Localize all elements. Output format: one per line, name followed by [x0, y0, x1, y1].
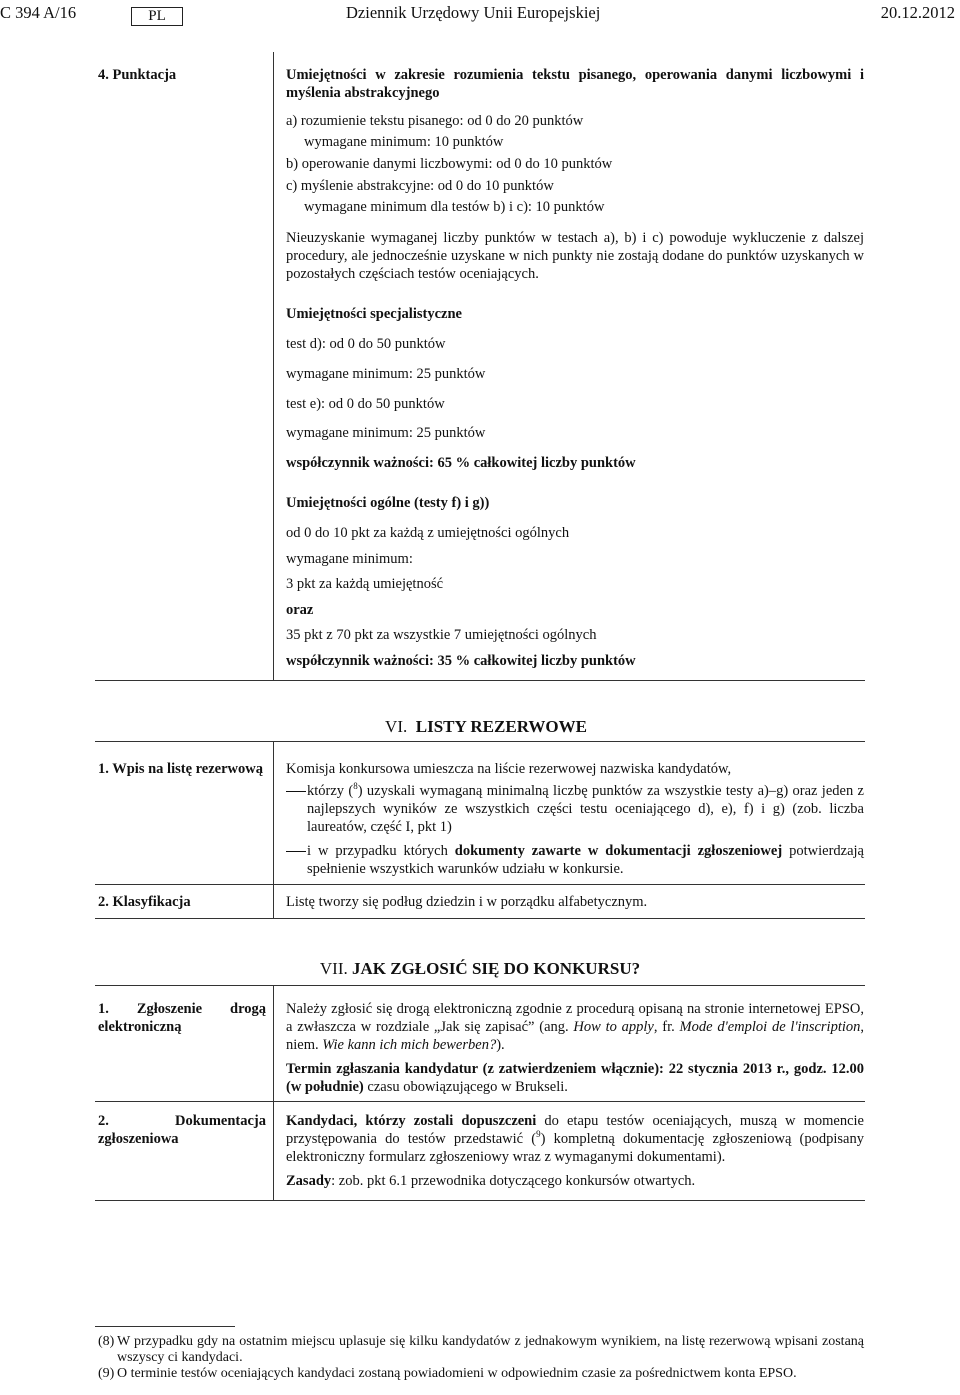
- s2-weight: współczynnik ważności: 65 % całkowitej liczby punktów: [286, 455, 636, 471]
- s2-test-d: test d): od 0 do 50 punktów: [286, 336, 446, 352]
- section-vii-title: JAK ZGŁOSIĆ SIĘ DO KONKURSU?: [351, 959, 641, 978]
- divider: [95, 680, 865, 681]
- divider: [95, 1101, 865, 1102]
- footnote-8-text: W przypadku gdy na ostatnim miejscu uplasuje się kilku kandydatów z jednakowym wynikiem, na listę rezerwową wpisani zostaną wszyscy ci kandydaci.: [117, 1334, 864, 1365]
- column-divider: [273, 741, 274, 918]
- s1-note: Nieuzyskanie wymaganej liczby punktów w testach a), b) i c) powoduje wykluczenie z dalszej procedury, ale jednocześnie uzyskane w nich punkty nie zostają dodane do punktów uzyskanych w pozostałych częściach testów oceniających.: [286, 230, 864, 282]
- reserve-dash-item-1-text: którzy ($^8$) uzyskali wymaganą minimalną liczbę punktów za wszystkie testy a)–g) oraz jeden z najlepszych wyników ze wszystkich części testu oceniającego d), e), f) i g) (zob. liczba laureatów, część I, pkt 1): [307, 781, 864, 835]
- section-vi-heading: [0, 718, 960, 736]
- divider: [95, 884, 865, 885]
- s1-item-b: b) operowanie danymi liczbowymi: od 0 do 10 punktów: [286, 156, 613, 172]
- divider: [95, 741, 865, 742]
- section-vii-heading: [0, 960, 960, 978]
- classification-label: 2. Klasyfikacja: [98, 894, 191, 910]
- s1-item-a: a) rozumienie tekstu pisanego: od 0 do 20 punktów: [286, 113, 584, 129]
- reserve-dash-item-1: [0, 781, 960, 835]
- scoring-label: 4. Punktacja: [98, 67, 177, 83]
- divider: [95, 1200, 865, 1201]
- s2-test-e: test e): od 0 do 50 punktów: [286, 396, 445, 412]
- s1-item-a-min: wymagane minimum: 10 punktów: [304, 134, 504, 150]
- s1-bc-min: wymagane minimum dla testów b) i c): 10 punktów: [304, 199, 605, 215]
- section-vi-title: LISTY REZERWOWE: [415, 717, 587, 736]
- language-badge: PL: [131, 7, 183, 26]
- s3-min: wymagane minimum:: [286, 551, 413, 567]
- dash-mark: [286, 791, 306, 792]
- s3-min-total: 35 pkt z 70 pkt za wszystkie 7 umiejętności ogólnych: [286, 627, 597, 643]
- column-divider: [273, 985, 274, 1200]
- s3-and: oraz: [286, 602, 314, 618]
- s3-title: Umiejętności ogólne (testy f) i g)): [286, 495, 490, 511]
- s1-title: Umiejętności w zakresie rozumienia tekstu pisanego, operowania danymi liczbowymi i myślenia abstrakcyjnego: [286, 67, 864, 101]
- divider: [95, 918, 865, 919]
- footnote-9-number: (9): [98, 1366, 115, 1381]
- divider: [95, 985, 865, 986]
- s2-title: Umiejętności specjalistyczne: [286, 306, 462, 322]
- issue-number: C 394 A/16: [0, 3, 77, 22]
- application-rules: Zasady: zob. pkt 6.1 przewodnika dotyczącego konkursów otwartych.: [286, 1173, 696, 1189]
- application-documents-label: 2. Dokumentacja zgłoszeniowa: [98, 1113, 266, 1147]
- s3-range: od 0 do 10 pkt za każdą z umiejętności ogólnych: [286, 525, 570, 541]
- s3-min-each: 3 pkt za każdą umiejętność: [286, 576, 444, 592]
- footnote-9-text: O terminie testów oceniających kandydaci zostaną powiadomieni w odpowiednim czasie za pośrednictwem konta EPSO.: [117, 1366, 797, 1381]
- s2-test-e-min: wymagane minimum: 25 punktów: [286, 425, 486, 441]
- s2-test-d-min: wymagane minimum: 25 punktów: [286, 366, 486, 382]
- reserve-list-intro: Komisja konkursowa umieszcza na liście rezerwowej nazwiska kandydatów,: [286, 761, 732, 777]
- footnote-8-number: (8): [98, 1334, 115, 1349]
- s1-item-c: c) myślenie abstrakcyjne: od 0 do 10 punktów: [286, 178, 554, 194]
- section-vi-number: VI.: [385, 717, 408, 736]
- issue-date: 20.12.2012: [880, 3, 955, 22]
- application-documents-text: Kandydaci, którzy zostali dopuszczeni do etapu testów oceniających, muszą w momencie przystępowania do testów przedstawić ($^9$) kompletną dokumentację zgłoszeniową (podpisany elektroniczny formularz zgłoszeniowy wraz z wymaganymi dokumentami).: [286, 1113, 864, 1165]
- s3-weight: współczynnik ważności: 35 % całkowitej liczby punktów: [286, 653, 636, 669]
- footnote-separator: [95, 1326, 235, 1327]
- electronic-application-text: Należy zgłosić się drogą elektroniczną zgodnie z procedurą opisaną na stronie internetowej EPSO, a zwłaszcza w rozdziale „Jak się zapisać” (ang. How to apply, fr. Mode d'emploi de l'inscription, niem. Wie kann ich mich bewerben?).: [286, 1001, 864, 1053]
- reserve-list-label: 1. Wpis na listę rezerwową: [98, 761, 263, 777]
- section-vii-number: VII.: [319, 959, 348, 978]
- classification-text: Listę tworzy się podług dziedzin i w porządku alfabetycznym.: [286, 894, 648, 910]
- application-deadline: Termin zgłaszania kandydatur (z zatwierdzeniem włącznie): 22 stycznia 2013 r., godz. 12.00 (w południe) czasu obowiązującego w Brukseli.: [286, 1061, 864, 1095]
- reserve-dash-item-2: [0, 842, 960, 878]
- electronic-application-label: 1. Zgłoszenie drogą elektroniczną: [98, 1001, 266, 1035]
- page-header: [0, 4, 960, 24]
- dash-mark: [286, 851, 306, 852]
- journal-title: Dziennik Urzędowy Unii Europejskiej: [346, 3, 601, 22]
- column-divider: [273, 52, 274, 680]
- reserve-dash-item-2-text: i w przypadku których dokumenty zawarte w dokumentacji zgłoszeniowej potwierdzają spełnienie wszystkich warunków udziału w konkursie.: [307, 843, 864, 877]
